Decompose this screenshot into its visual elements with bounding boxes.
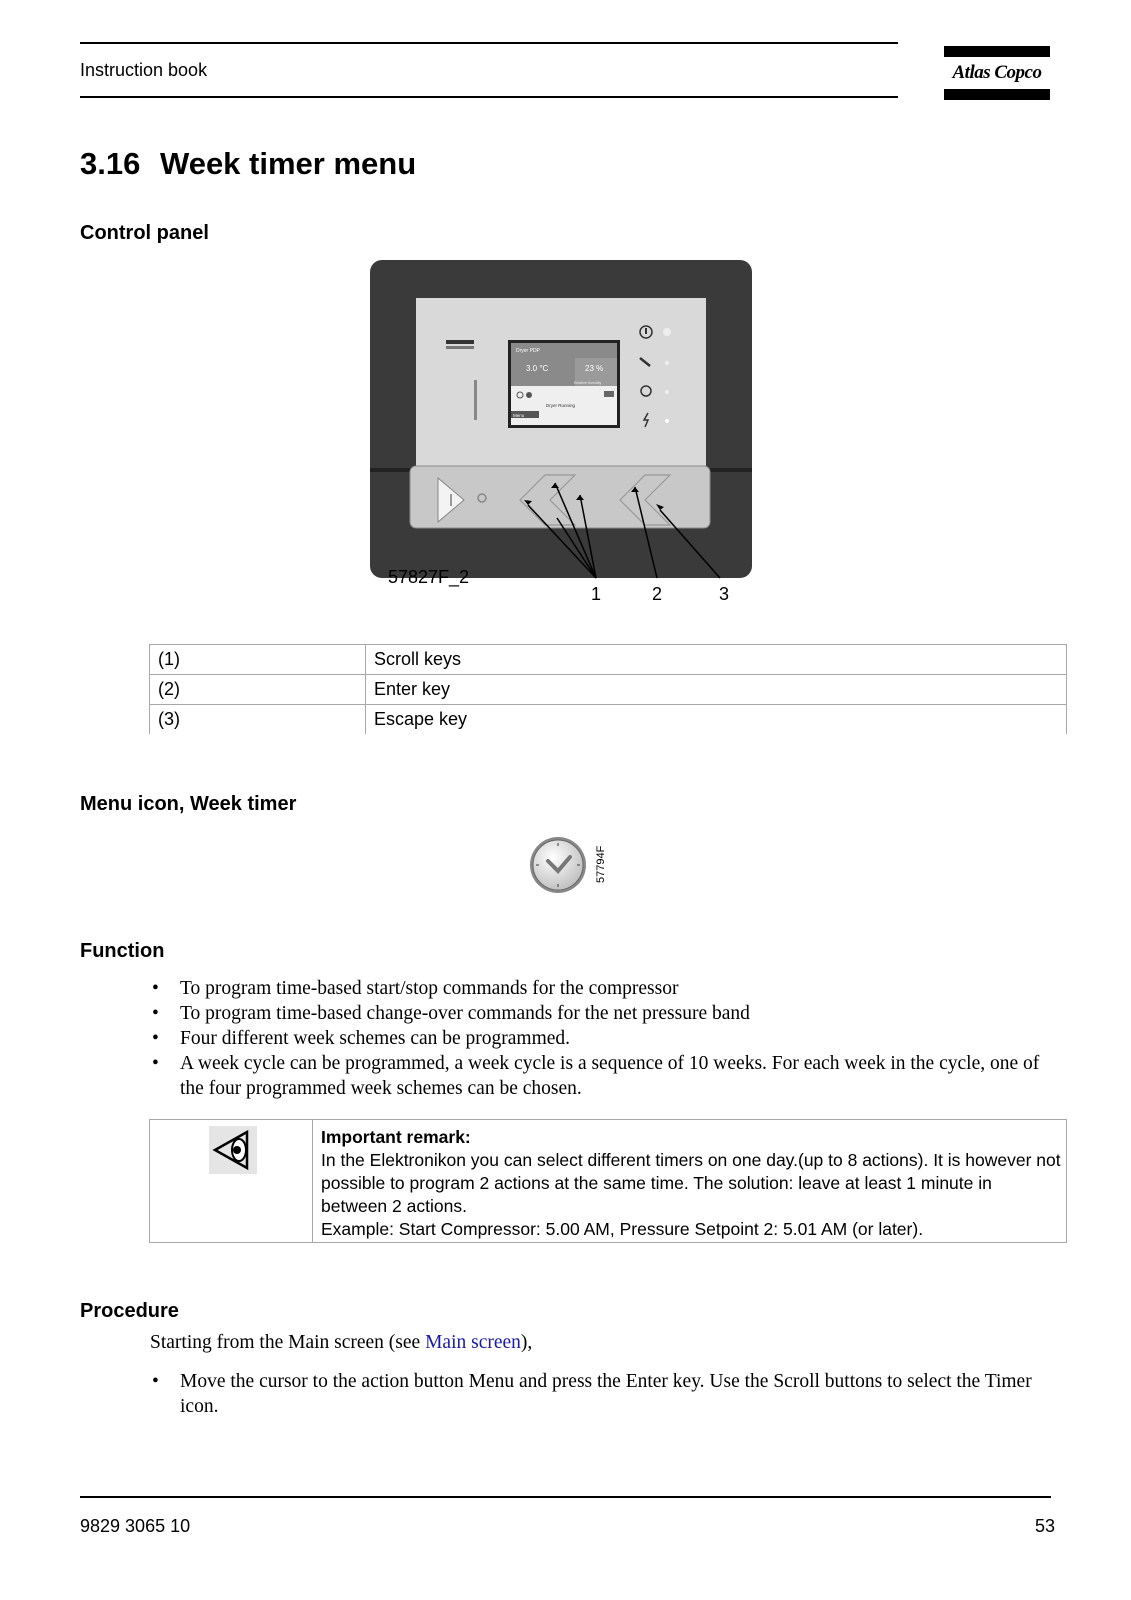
remark-title: Important remark: (321, 1127, 471, 1147)
function-bullet-list (150, 976, 1050, 1101)
header-rule-top (80, 42, 898, 44)
section-number: 3.16 (80, 146, 141, 181)
key-label: Escape key (366, 705, 1067, 735)
table-row (150, 675, 1067, 705)
procedure-bullet-list (150, 1369, 1050, 1419)
figure-id: 57827F_2 (388, 567, 470, 587)
section-title-text: Week timer menu (160, 146, 417, 181)
screen-value-1: 3.0 °C (526, 364, 549, 373)
key-ref: (2) (150, 675, 366, 705)
screen-menu-button: Menu (513, 413, 525, 418)
screen-status: Dryer Running (546, 403, 576, 408)
procedure-intro: Starting from the Main screen (see Main screen), (150, 1332, 533, 1353)
screen-label-2: Relative Humidity (574, 381, 602, 385)
header-rule-bottom (80, 96, 898, 98)
clock-icon (528, 835, 618, 897)
control-panel-figure (370, 260, 760, 615)
screen-value-2: 23 % (585, 364, 604, 373)
list-item: • To program time-based change-over commands for the net pressure band (152, 1003, 750, 1024)
remark-body: In the Elektronikon you can select different timers on one day.(up to 8 actions). It is however not possible to program 2 actions at the same time. The solution: leave at least 1 minute in between 2 actions. (321, 1150, 1061, 1216)
list-item: • Move the cursor to the action button Menu and press the Enter key. Use the Scroll buttons to select the Timer icon. (152, 1371, 1032, 1417)
key-ref: (3) (150, 705, 366, 735)
key-label: Enter key (366, 675, 1067, 705)
list-item: • Four different week schemes can be programmed. (152, 1028, 571, 1049)
page-number: 53 (1034, 1516, 1055, 1536)
menu-icon-heading: Menu icon, Week timer (80, 793, 297, 815)
remark-example: Example: Start Compressor: 5.00 AM, Pressure Setpoint 2: 5.01 AM (or later). (321, 1219, 924, 1239)
table-row (150, 705, 1067, 735)
eye-icon (209, 1126, 257, 1174)
callout-1: 1 (591, 584, 602, 604)
table-row (150, 645, 1067, 675)
keys-table (149, 644, 1067, 734)
document-number: 9829 3065 10 (80, 1516, 191, 1536)
logo-text: Atlas Copco (952, 62, 1042, 83)
list-item: • To program time-based start/stop commands for the compressor (152, 978, 679, 999)
remark-text (321, 1126, 1061, 1241)
important-remark-box (149, 1119, 1067, 1243)
callout-2: 2 (652, 584, 663, 604)
icon-figure-id: 57794F (595, 845, 607, 883)
control-panel-heading: Control panel (80, 222, 209, 244)
header-title: Instruction book (80, 60, 208, 80)
section-title (80, 146, 416, 182)
atlas-copco-logo (944, 46, 1050, 100)
callout-3: 3 (719, 584, 730, 604)
list-item: • A week cycle can be programmed, a week cycle is a sequence of 10 weeks. For each week in the cycle, one of the four programmed week schemes can be chosen. (152, 1053, 1040, 1099)
main-screen-link[interactable]: Main screen (425, 1332, 521, 1353)
function-heading: Function (80, 940, 165, 962)
key-label: Scroll keys (366, 645, 1067, 675)
footer-rule (80, 1496, 1051, 1498)
key-ref: (1) (150, 645, 366, 675)
remark-icon-cell (150, 1120, 313, 1242)
screen-title: Dryer PDP (516, 348, 540, 354)
procedure-heading: Procedure (80, 1300, 179, 1322)
